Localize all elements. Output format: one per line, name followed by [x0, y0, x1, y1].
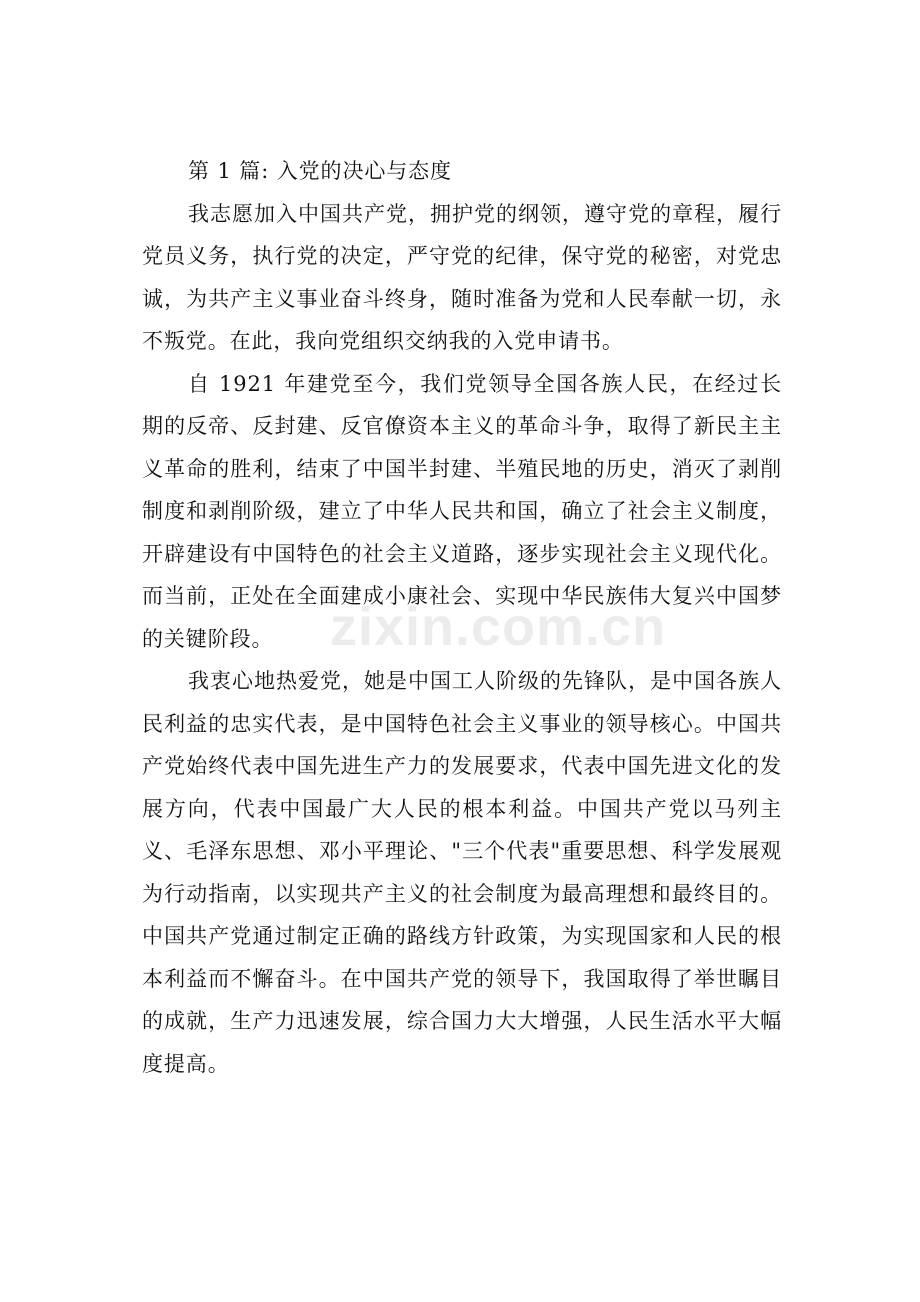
document-title: 第 1 篇: 入党的决心与态度 [188, 159, 452, 183]
paragraph-pledge: 我志愿加入中国共产党，拥护党的纲领，遵守党的章程，履行党员义务，执行党的决定，严守党的纪律，保守党的秘密，对党忠诚，为共产主义事业奋斗终身，随时准备为党和人民奉献一切，永不叛党。在此，我向党组织交纳我的入党申请书。 [142, 201, 782, 353]
paragraph-party-history: 自 1921 年建党至今，我们党领导全国各族人民，在经过长期的反帝、反封建、反官僚资本主义的革命斗争，取得了新民主主义革命的胜利，结束了中国半封建、半殖民地的历史，消灭了剥削制度和剥削阶级，建立了中华人民共和国，确立了社会主义制度，开辟建设有中国特色的社会主义道路，逐步实现社会主义现代化。而当前，正处在全面建成小康社会、实现中华民族伟大复兴中国梦的关键阶段。 [142, 371, 782, 651]
watermark: zixin.com.cn [330, 597, 667, 657]
document-body [142, 150, 782, 1085]
paragraph-love-for-party: 我衷心地热爱党，她是中国工人阶级的先锋队，是中国各族人民利益的忠实代表，是中国特色社会主义事业的领导核心。中国共产党始终代表中国先进生产力的发展要求，代表中国先进文化的发展方向，代表中国最广大人民的根本利益。中国共产党以马列主义、毛泽东思想、邓小平理论、"三个代表"重要思想、科学发展观为行动指南，以实现共产主义的社会制度为最高理想和最终目的。中国共产党通过制定正确的路线方针政策，为实现国家和人民的根本利益而不懈奋斗。在中国共产党的领导下，我国取得了举世瞩目的成就，生产力迅速发展，综合国力大大增强，人民生活水平大幅度提高。 [142, 669, 782, 1076]
